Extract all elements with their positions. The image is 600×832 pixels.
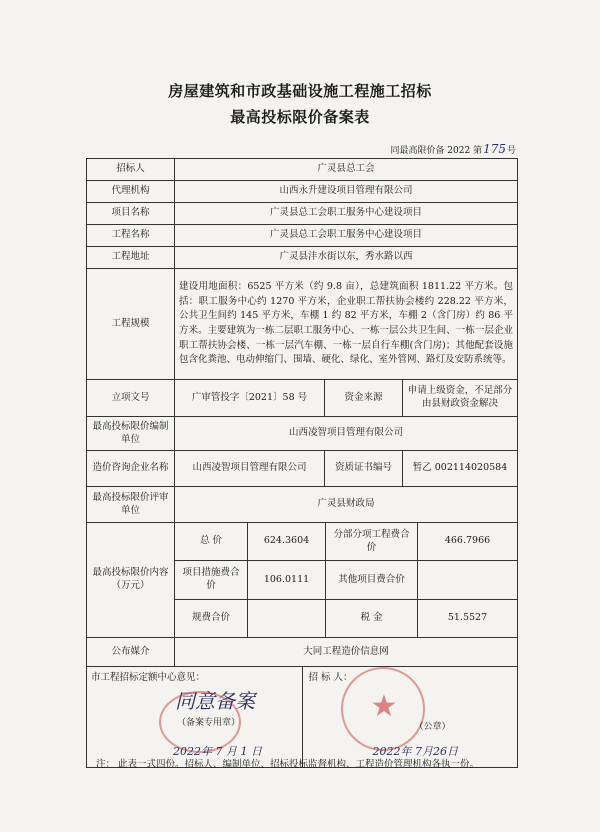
value-engineering-name: 广灵县总工会职工服务中心建设项目 xyxy=(174,225,517,246)
row-scale xyxy=(87,268,517,379)
row-tenderer xyxy=(87,159,517,180)
label-filing-center: 市工程招标定额中心意见： xyxy=(91,672,206,683)
row-engineering-name xyxy=(87,224,517,246)
doc-title-line1: 房屋建筑和市政基础设施工程施工招标 xyxy=(168,82,432,100)
value-consult: 山西凌智项目管理有限公司 xyxy=(174,451,324,486)
label-tax: 税 金 xyxy=(325,600,417,637)
value-fund-source: 申请上级资金，不足部分由县财政资金解决 xyxy=(402,380,517,416)
row-approval xyxy=(87,379,517,416)
value-project-name: 广灵县总工会职工服务中心建设项目 xyxy=(174,203,517,224)
label-scale: 工程规模 xyxy=(111,317,150,329)
value-tenderer: 广灵县总工会 xyxy=(174,159,517,180)
limit-row-2 xyxy=(175,560,517,598)
row-address xyxy=(87,246,517,268)
label-address: 工程地址 xyxy=(111,251,150,263)
label-media: 公布媒介 xyxy=(111,645,150,657)
label-fee: 规费合价 xyxy=(191,611,230,623)
filing-center-opinion xyxy=(87,667,302,767)
value-other xyxy=(417,561,517,598)
label-limit: 最高投标限价内容（万元） xyxy=(92,567,169,591)
label-subitem: 分部分项工程费合价 xyxy=(325,523,417,560)
label-approval: 立项文号 xyxy=(111,391,150,403)
label-fund-source: 资金来源 xyxy=(324,380,402,416)
label-tenderer-sign: 招 标 人： xyxy=(308,672,353,683)
value-fee xyxy=(247,600,325,637)
row-agency xyxy=(87,180,517,202)
value-measure: 106.0111 xyxy=(247,561,325,598)
label-tenderer: 招标人 xyxy=(116,163,145,175)
value-cert: 暂乙 002114020584 xyxy=(402,451,517,486)
value-agency: 山西永升建设项目管理有限公司 xyxy=(174,181,517,202)
filing-date: 2022年 7 月 1 日 xyxy=(173,745,262,758)
row-compiler xyxy=(87,416,517,450)
label-cert: 资质证书编号 xyxy=(324,451,402,486)
label-compiler: 最高投标限价编制单位 xyxy=(92,420,169,445)
value-approval: 广审管投字〔2021〕58 号 xyxy=(174,380,324,416)
limit-row-1 xyxy=(175,523,517,560)
serial-number xyxy=(390,142,516,156)
limit-row-3 xyxy=(175,599,517,637)
label-project-name: 项目名称 xyxy=(111,207,150,219)
row-project-name xyxy=(87,202,517,224)
value-tax: 51.5527 xyxy=(417,600,517,637)
serial-suffix: 号 xyxy=(506,146,516,156)
filing-stamp-text: （备案专用章） xyxy=(177,718,241,728)
label-measure: 项目措施费合价 xyxy=(182,567,240,591)
value-compiler: 山西凌智项目管理有限公司 xyxy=(174,417,517,450)
row-limit xyxy=(87,522,517,637)
footnote: 注： 此表一式四份。招标人、编制单位、招标投标监督机构、工程造价管理机构各执一份。 xyxy=(96,759,480,770)
star-icon: ★ xyxy=(370,689,398,724)
handwritten-approval: 同意备案 xyxy=(175,689,255,713)
value-address: 广灵县沣水街以东，秀水路以西 xyxy=(174,247,517,268)
tenderer-date: 2022年 7月26日 xyxy=(372,745,458,758)
value-media: 大同工程造价信息网 xyxy=(174,638,517,666)
label-engineering-name: 工程名称 xyxy=(111,229,150,241)
row-reviewer xyxy=(87,486,517,522)
serial-handwritten-number: 175 xyxy=(483,142,506,156)
signature-area xyxy=(87,666,517,767)
tenderer-sign xyxy=(302,667,518,767)
value-total: 624.3604 xyxy=(247,523,325,560)
label-reviewer: 最高投标限价评审单位 xyxy=(92,491,169,516)
row-media xyxy=(87,637,517,666)
value-subitem: 466.7966 xyxy=(417,523,517,560)
label-agency: 代理机构 xyxy=(111,185,150,197)
label-consult: 造价咨询企业名称 xyxy=(92,462,169,474)
tenderer-stamp-text: （公章） xyxy=(414,722,451,732)
doc-title-line2: 最高投标限价备案表 xyxy=(230,108,370,126)
filing-form-table xyxy=(86,158,518,768)
value-scale: 建设用地面积：6525 平方米（约 9.8 亩），总建筑面积 1811.22 平方米。包括：职工服务中心约 1270 平方米，企业职工帮扶协会楼约 228.22 平方米，公共卫生间约 145 平方米，车棚 1 约 82 平方米，车棚 2（含门房）约 86 平方米。主要建筑为一栋二层职工服务中心、一栋一层公共卫生间、一栋一层企业职工帮扶协会楼、一栋一层汽车棚、一栋一层自行车棚(含门房)；其他配套设施包含化粪池、电动伸缩门、围墙、硬化、绿化、室外管网、路灯及安防系统等。 xyxy=(174,269,517,379)
label-other: 其他项目费合价 xyxy=(325,561,417,598)
serial-prefix: 同最高限价备 2022 第 xyxy=(390,146,483,156)
row-consult xyxy=(87,450,517,486)
label-total: 总 价 xyxy=(199,535,223,547)
value-reviewer: 广灵县财政局 xyxy=(174,487,517,522)
limit-subtable xyxy=(174,523,517,637)
